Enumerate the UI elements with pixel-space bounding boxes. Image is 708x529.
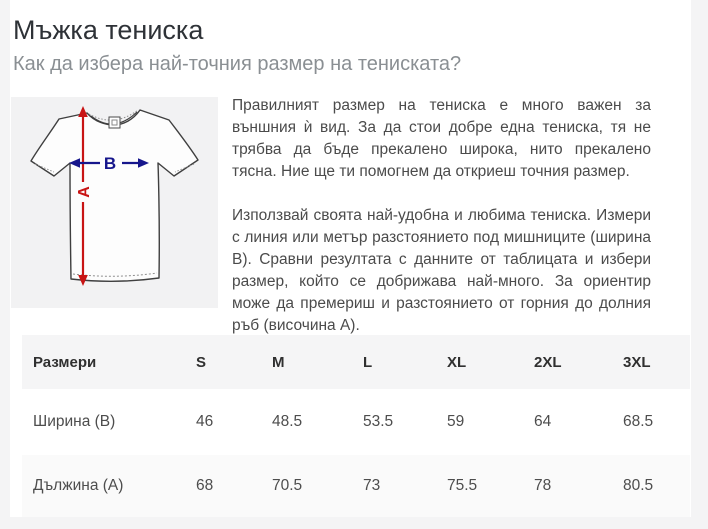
row-length-label: Дължина (A) (33, 477, 124, 494)
table-row-width (22, 389, 690, 455)
collar-tag (109, 117, 120, 128)
length-value-2xl: 78 (534, 477, 552, 494)
width-value-3xl: 68.5 (623, 413, 654, 430)
width-value-s: 46 (196, 413, 214, 430)
intro-paragraph-1: Правилният размер на тениска е много важен за външния ѝ вид. За да стои добре една тениска, тя не трябва да бъде прекалено широка, нито прекалено тясна. Ние ще ти помогнем да откриеш точния размер. (232, 97, 651, 180)
tshirt-size-diagram (11, 97, 218, 308)
size-table-title-cell: Размери (33, 353, 97, 371)
width-value-2xl: 64 (534, 413, 552, 430)
intro-text (232, 95, 651, 359)
width-value-l: 53.5 (363, 413, 394, 430)
length-value-xl: 75.5 (447, 477, 478, 494)
size-col-2xl: 2XL (534, 353, 562, 371)
table-row-length (22, 455, 690, 517)
content-card (10, 0, 691, 517)
intro-paragraph-2: Използвай своята най-удобна и любима тениска. Измери с линия или метър разстоянието под мишниците (ширина B). Сравни резултата с данните от таблицата и избери размер, който се добрижава най-много. За ориентир може да премериш и разстоянието от горния до долния ръб (височина A). (232, 207, 651, 334)
width-value-xl: 59 (447, 413, 465, 430)
size-col-s: S (196, 353, 207, 371)
length-value-m: 70.5 (272, 477, 303, 494)
width-value-m: 48.5 (272, 413, 303, 430)
length-value-3xl: 80.5 (623, 477, 654, 494)
page-subtitle: Как да избера най-точния размер на тениската? (13, 53, 462, 75)
size-col-xl: XL (447, 353, 467, 371)
size-col-m: M (272, 353, 285, 371)
width-label-b: B (103, 154, 117, 173)
row-width-label: Ширина (B) (33, 413, 116, 430)
length-value-s: 68 (196, 477, 214, 494)
size-table-header-row (22, 335, 690, 389)
size-col-l: L (363, 353, 373, 371)
tshirt-image (11, 97, 218, 308)
length-value-l: 73 (363, 477, 381, 494)
size-table (22, 335, 690, 517)
tshirt-outline (31, 110, 198, 281)
page-title: Мъжка тениска (13, 15, 204, 45)
height-label-a: A (76, 186, 93, 198)
size-col-3xl: 3XL (623, 353, 651, 371)
